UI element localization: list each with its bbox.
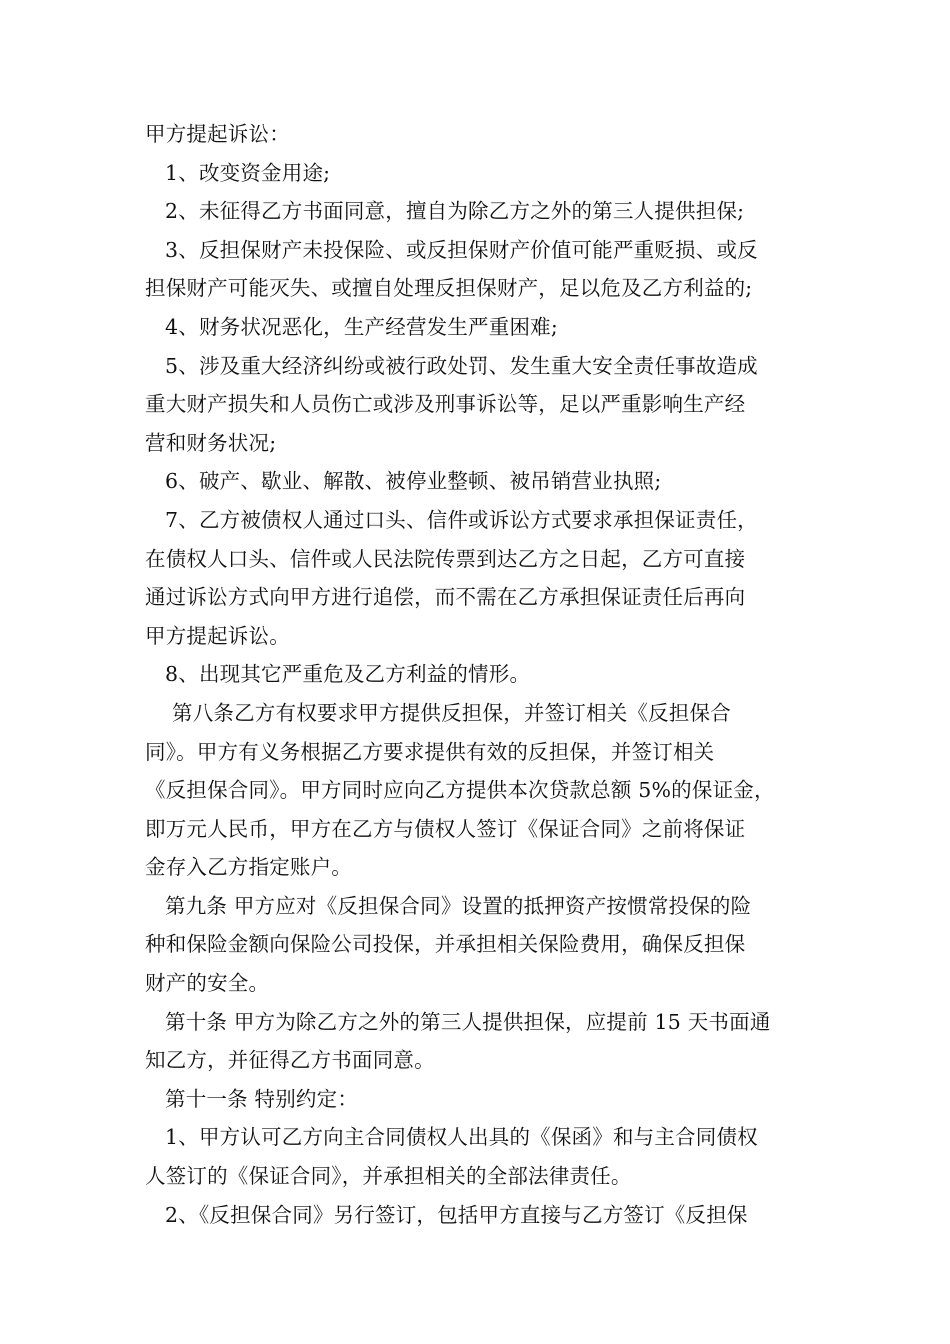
text-line: 种和保险金额向保险公司投保，并承担相关保险费用，确保反担保: [145, 932, 746, 957]
list-item-7: 7、乙方被债权人通过口头、信件或诉讼方式要求承担保证责任，: [165, 507, 758, 532]
article-10: 第十条 甲方为除乙方之外的第三人提供担保，应提前 15 天书面通: [165, 1009, 771, 1034]
text-line: 财产的安全。: [145, 971, 270, 996]
text-line: 重大财产损失和人员伤亡或涉及刑事诉讼等，足以严重影响生产经: [145, 392, 746, 417]
article-9: 第九条 甲方应对《反担保合同》设置的抵押资产按惯常投保的险: [165, 893, 752, 918]
article-8: 第八条乙方有权要求甲方提供反担保，并签订相关《反担保合: [172, 700, 731, 725]
list-item-8: 8、出现其它严重危及乙方利益的情形。: [165, 662, 531, 687]
text-line: 甲方提起诉讼：: [145, 122, 290, 146]
list-item-5: 5、涉及重大经济纠纷或被行政处罚、发生重大安全责任事故造成: [165, 353, 758, 378]
article-11-item-2: 2、《反担保合同》另行签订，包括甲方直接与乙方签订《反担保: [165, 1202, 748, 1227]
text-line: 人签订的《保证合同》，并承担相关的全部法律责任。: [145, 1164, 632, 1189]
list-item-4: 4、财务状况恶化，生产经营发生严重困难;: [165, 314, 558, 339]
text-line: 即万元人民币，甲方在乙方与债权人签订《保证合同》之前将保证: [145, 816, 746, 841]
text-line: 金存入乙方指定账户。: [145, 855, 352, 880]
article-11: 第十一条 特别约定：: [165, 1086, 359, 1111]
list-item-6: 6、破产、歇业、解散、被停业整顿、被吊销营业执照;: [165, 469, 662, 494]
list-item-3: 3、反担保财产未投保险、或反担保财产价值可能严重贬损、或反: [165, 237, 758, 262]
text-line: 知乙方，并征得乙方书面同意。: [145, 1048, 435, 1073]
list-item-2: 2、未征得乙方书面同意，擅自为除乙方之外的第三人提供担保;: [165, 199, 745, 224]
text-line: 甲方提起诉讼。: [145, 623, 290, 648]
text-line: 通过诉讼方式向甲方进行追偿，而不需在乙方承担保证责任后再向: [145, 585, 746, 610]
text-line: 同》。甲方有义务根据乙方要求提供有效的反担保，并签订相关: [145, 739, 715, 764]
article-11-item-1: 1、甲方认可乙方向主合同债权人出具的《保函》和与主合同债权: [165, 1125, 758, 1150]
list-item-1: 1、改变资金用途;: [165, 160, 331, 185]
document-body: [145, 115, 810, 1234]
text-line: 《反担保合同》。甲方同时应向乙方提供本次贷款总额 5%的保证金，: [145, 778, 775, 803]
text-line: 担保财产可能灭失、或擅自处理反担保财产，足以危及乙方利益的;: [145, 276, 753, 301]
text-line: 营和财务状况;: [145, 430, 277, 455]
text-line: 在债权人口头、信件或人民法院传票到达乙方之日起，乙方可直接: [145, 546, 746, 571]
